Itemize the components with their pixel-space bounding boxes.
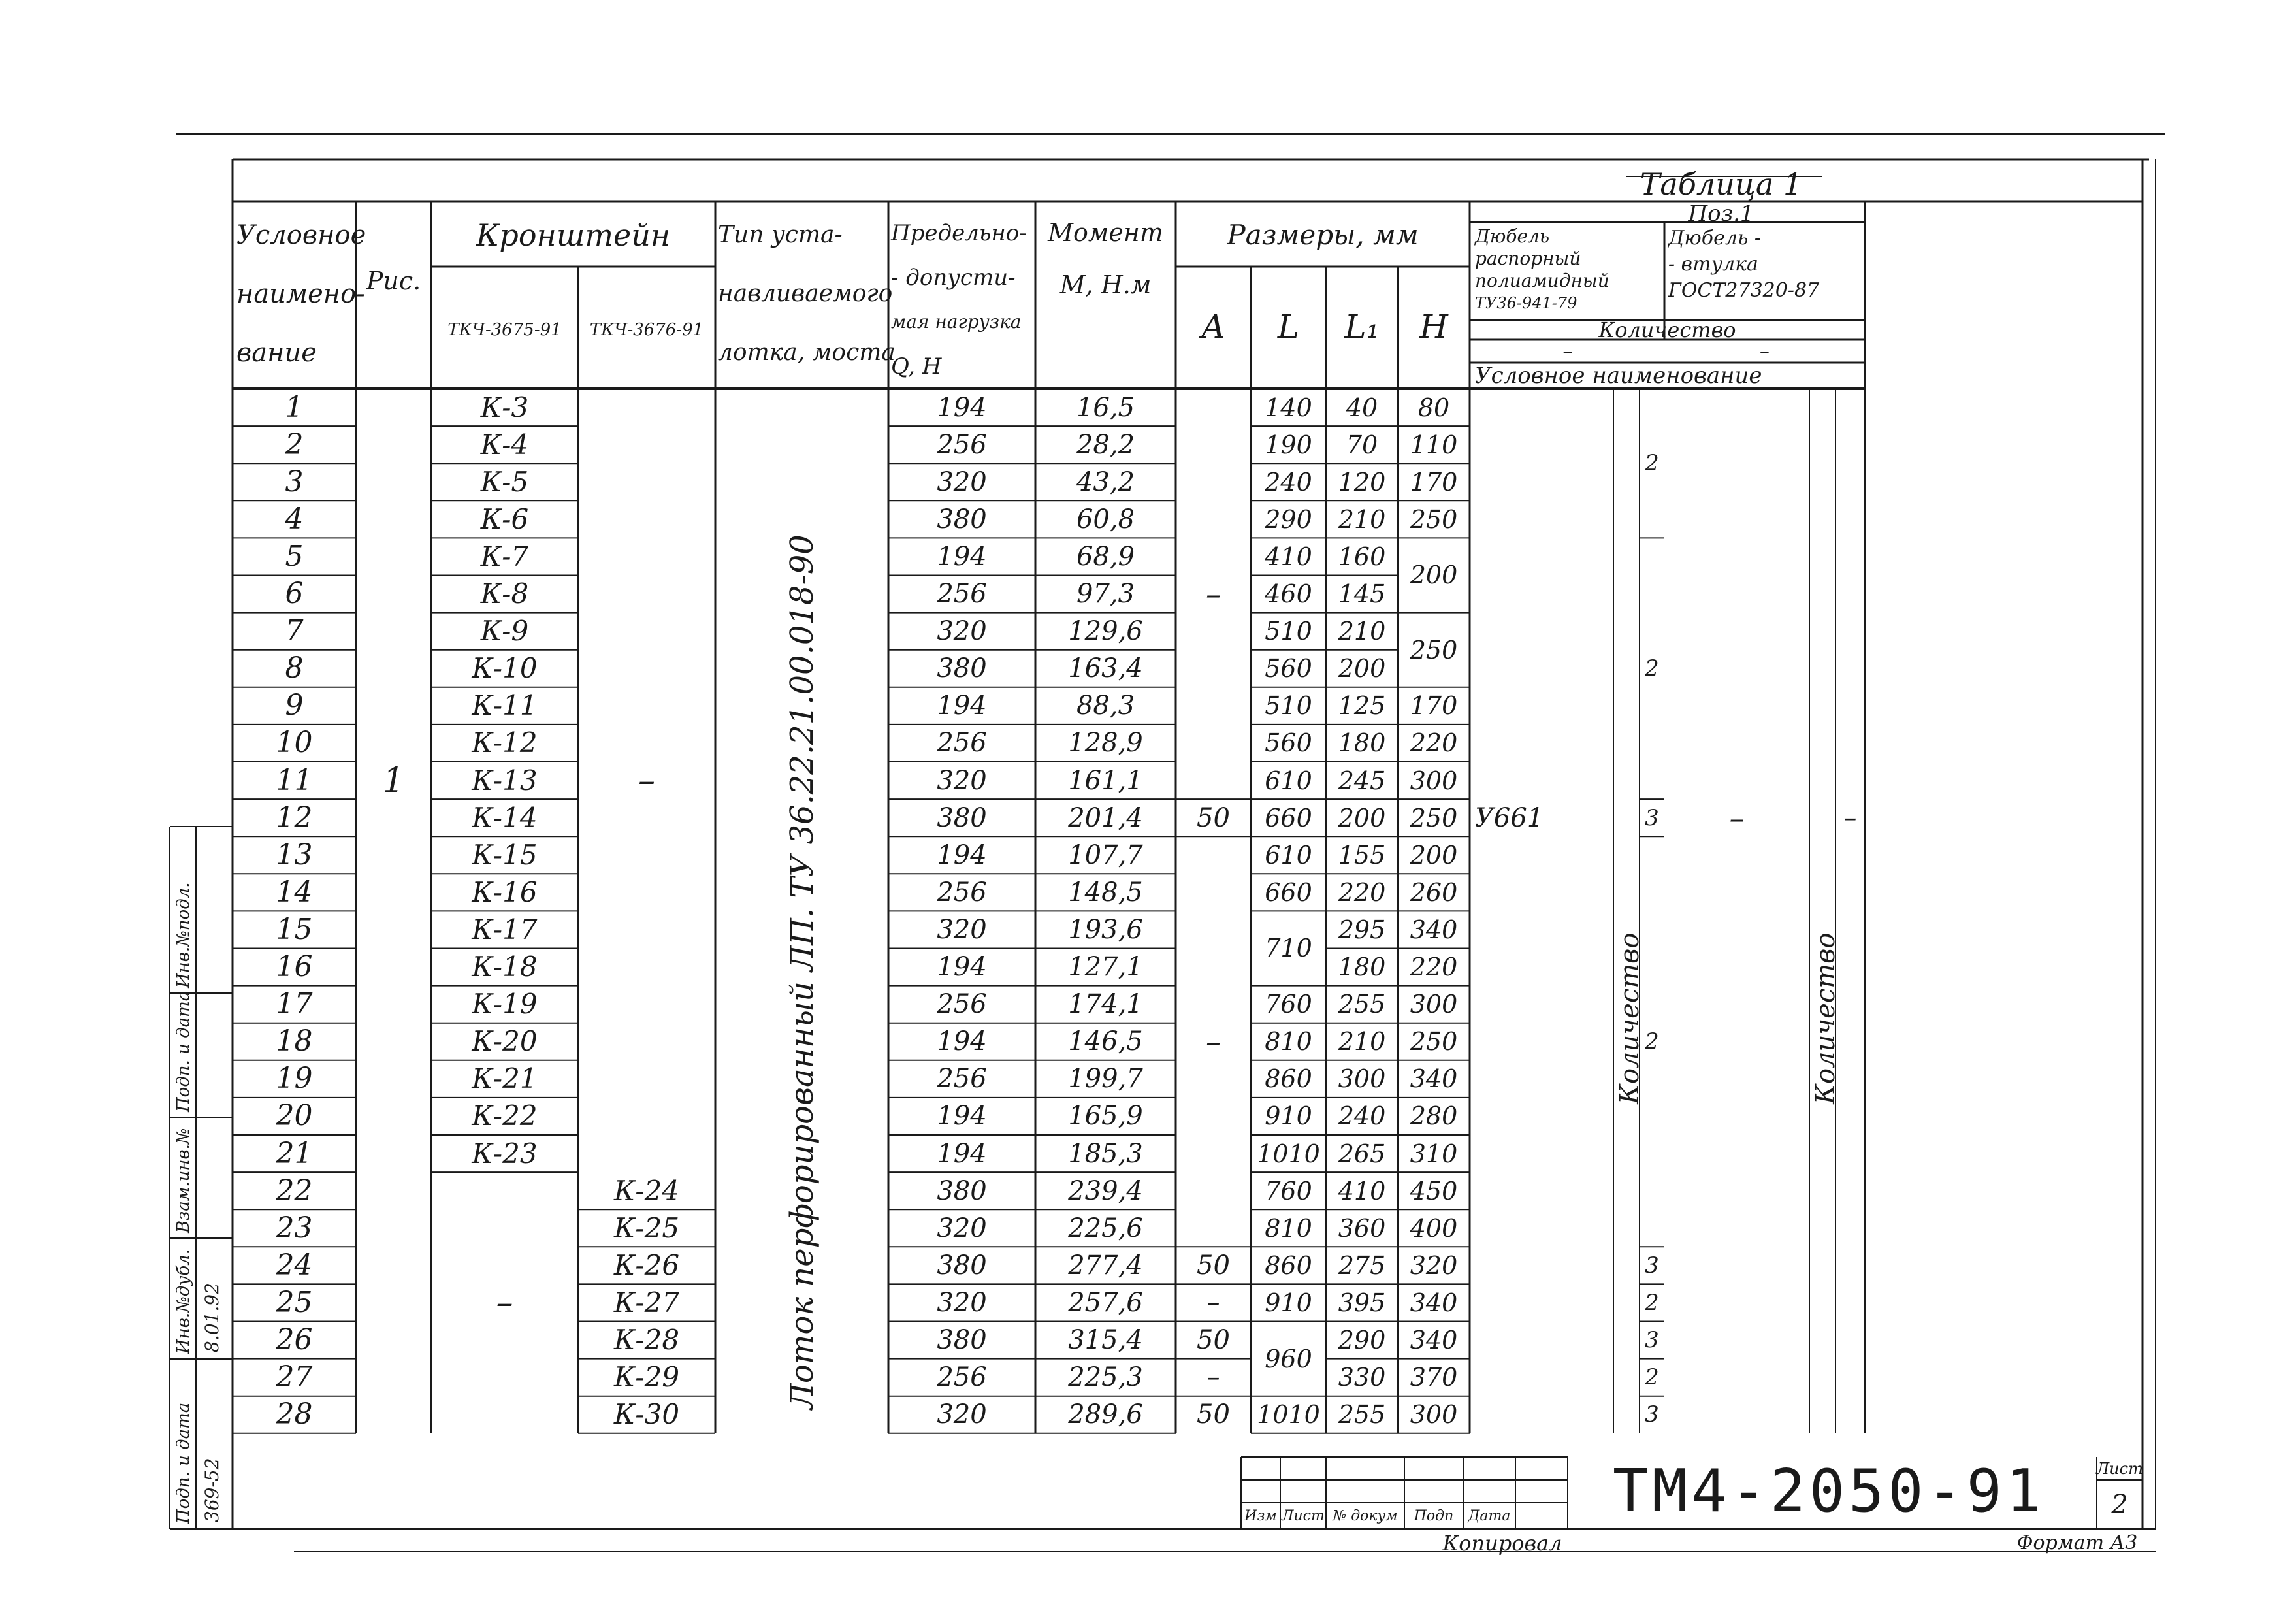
row-number: 27 bbox=[276, 1360, 313, 1394]
size-L1: 330 bbox=[1338, 1363, 1386, 1392]
size-L: 910 bbox=[1265, 1102, 1312, 1131]
header-dowel1: полиамидный bbox=[1475, 270, 1609, 291]
row-number: 3 bbox=[285, 465, 304, 499]
load-value: 320 bbox=[937, 914, 987, 945]
sheet-number: 2 bbox=[2111, 1490, 2128, 1520]
size-L: 1010 bbox=[1257, 1139, 1320, 1168]
size-L-merged: 960 bbox=[1265, 1344, 1312, 1373]
load-value: 194 bbox=[937, 1101, 987, 1132]
header-bracket-a: ТКЧ-3675-91 bbox=[447, 320, 562, 340]
header-dowel1: распорный bbox=[1475, 248, 1581, 269]
header-dowel1: ТУ36-941-79 bbox=[1475, 294, 1577, 312]
row-number: 10 bbox=[276, 726, 313, 760]
size-L: 290 bbox=[1265, 504, 1312, 534]
dowel2-dash: – bbox=[1729, 800, 1745, 836]
stamp-date-value: 8.01.92 bbox=[201, 1283, 223, 1352]
bracket-code: К-20 bbox=[472, 1025, 538, 1058]
size-L1: 300 bbox=[1338, 1064, 1386, 1094]
stamp-inv-value: 369-52 bbox=[201, 1458, 223, 1522]
header-fig: Рис. bbox=[366, 267, 421, 295]
bracket-code: К-19 bbox=[472, 988, 538, 1021]
stamp-label: Подп. и дата bbox=[174, 1402, 193, 1524]
header-dash: – bbox=[1562, 339, 1573, 363]
size-L1: 295 bbox=[1338, 915, 1386, 944]
size-L1: 200 bbox=[1338, 803, 1386, 832]
row-number: 15 bbox=[276, 912, 313, 946]
size-L: 760 bbox=[1265, 1176, 1312, 1205]
bracket-code: К-29 bbox=[613, 1361, 680, 1394]
size-L1: 220 bbox=[1338, 877, 1386, 907]
qty-value: 2 bbox=[1645, 1028, 1659, 1055]
bracket-a-dash: – bbox=[496, 1283, 513, 1322]
size-H: 340 bbox=[1410, 1288, 1458, 1317]
fig-value: 1 bbox=[382, 761, 405, 800]
size-H: 400 bbox=[1410, 1213, 1458, 1243]
size-A: 50 bbox=[1197, 1399, 1230, 1430]
bracket-code: К-17 bbox=[472, 913, 538, 945]
row-number: 23 bbox=[276, 1211, 313, 1245]
bracket-code: К-28 bbox=[613, 1324, 680, 1356]
qty-value: 2 bbox=[1645, 450, 1659, 477]
row-number: 8 bbox=[285, 651, 304, 685]
size-H: 170 bbox=[1410, 467, 1458, 497]
header-name: наимено- bbox=[236, 279, 365, 309]
load-value: 194 bbox=[937, 541, 987, 572]
load-value: 194 bbox=[937, 1026, 987, 1057]
size-H: 310 bbox=[1410, 1139, 1458, 1168]
bracket-code: К-24 bbox=[613, 1174, 680, 1207]
size-L1: 410 bbox=[1338, 1176, 1386, 1205]
size-H-merged: 250 bbox=[1410, 635, 1458, 664]
moment-value: 201,4 bbox=[1068, 802, 1143, 833]
header-dowel2: ГОСТ27320-87 bbox=[1668, 279, 1820, 302]
load-value: 256 bbox=[937, 1064, 987, 1094]
size-L1: 210 bbox=[1338, 617, 1386, 646]
size-H-merged: 200 bbox=[1410, 561, 1458, 590]
moment-value: 129,6 bbox=[1068, 616, 1143, 647]
size-H: 320 bbox=[1410, 1251, 1458, 1280]
bracket-code: К-23 bbox=[472, 1137, 538, 1170]
size-L-merged: 710 bbox=[1265, 934, 1312, 963]
moment-value: 146,5 bbox=[1068, 1026, 1143, 1057]
bracket-code: К-27 bbox=[613, 1286, 680, 1318]
size-L1: 210 bbox=[1338, 504, 1386, 534]
size-H: 200 bbox=[1410, 840, 1458, 870]
moment-value: 225,3 bbox=[1068, 1362, 1143, 1393]
type-vertical-text: Лоток перфорированный ЛП. ТУ 36.22.21.00.018-90 bbox=[784, 534, 820, 1409]
header-moment: Момент bbox=[1048, 218, 1163, 247]
row-number: 11 bbox=[276, 763, 313, 797]
header-name: вание bbox=[236, 338, 317, 368]
load-value: 380 bbox=[937, 1175, 987, 1206]
size-L: 860 bbox=[1265, 1064, 1312, 1094]
bracket-code: К-18 bbox=[472, 951, 538, 983]
row-number: 28 bbox=[276, 1398, 313, 1432]
size-L: 460 bbox=[1265, 580, 1312, 609]
moment-value: 185,3 bbox=[1068, 1138, 1143, 1169]
header-size-col: H bbox=[1419, 308, 1448, 346]
size-A: 50 bbox=[1197, 1250, 1230, 1281]
row-number: 19 bbox=[276, 1062, 313, 1096]
load-value: 320 bbox=[937, 1213, 987, 1243]
size-L: 240 bbox=[1265, 467, 1312, 497]
size-L: 860 bbox=[1265, 1251, 1312, 1280]
header-sizes: Размеры, мм bbox=[1227, 219, 1419, 251]
moment-value: 128,9 bbox=[1068, 728, 1143, 759]
bracket-code: К-10 bbox=[472, 652, 538, 685]
moment-value: 239,4 bbox=[1068, 1175, 1143, 1206]
moment-value: 193,6 bbox=[1068, 914, 1143, 945]
tb-col-label: Лист bbox=[1282, 1508, 1325, 1524]
moment-value: 88,3 bbox=[1076, 691, 1135, 721]
qty-vertical: Количество bbox=[1615, 932, 1645, 1104]
header-bracket-b: ТКЧ-3676-91 bbox=[589, 320, 704, 340]
tb-col-label: № докум bbox=[1333, 1508, 1398, 1524]
header-load: Q, Н bbox=[891, 353, 942, 380]
bracket-code: К-4 bbox=[480, 428, 529, 461]
header-type: Тип уста- bbox=[718, 221, 843, 248]
moment-value: 107,7 bbox=[1068, 840, 1143, 870]
table-title: Таблица 1 bbox=[1640, 167, 1803, 202]
row-number: 13 bbox=[276, 838, 313, 872]
bracket-code: К-13 bbox=[472, 764, 538, 796]
qty-value: 2 bbox=[1645, 1364, 1659, 1391]
row-number: 25 bbox=[276, 1285, 313, 1319]
size-A: – bbox=[1206, 1287, 1220, 1318]
bracket-code: К-8 bbox=[480, 578, 529, 610]
row-number: 12 bbox=[276, 800, 313, 834]
size-L1: 180 bbox=[1338, 953, 1386, 982]
size-L: 560 bbox=[1265, 654, 1312, 683]
size-L1: 155 bbox=[1338, 840, 1386, 870]
size-H: 170 bbox=[1410, 691, 1458, 721]
load-value: 194 bbox=[937, 840, 987, 870]
size-A: – bbox=[1206, 1362, 1220, 1393]
size-L: 660 bbox=[1265, 803, 1312, 832]
bracket-code: К-5 bbox=[480, 465, 529, 498]
bracket-code: К-25 bbox=[613, 1211, 680, 1244]
size-L1: 245 bbox=[1338, 766, 1386, 795]
load-value: 194 bbox=[937, 1138, 987, 1169]
stamp-label: Инв.№подл. bbox=[174, 882, 193, 988]
size-L: 510 bbox=[1265, 691, 1312, 721]
size-L: 140 bbox=[1265, 393, 1312, 422]
load-value: 256 bbox=[937, 877, 987, 908]
size-L: 410 bbox=[1265, 542, 1312, 571]
row-number: 24 bbox=[276, 1248, 313, 1282]
qty-value: 3 bbox=[1645, 1327, 1659, 1354]
size-L1: 180 bbox=[1338, 728, 1386, 758]
size-H: 220 bbox=[1410, 728, 1458, 758]
load-value: 380 bbox=[937, 1325, 987, 1356]
size-H: 250 bbox=[1410, 803, 1458, 832]
load-value: 380 bbox=[937, 802, 987, 833]
qty-value: 2 bbox=[1645, 1289, 1659, 1316]
size-H: 340 bbox=[1410, 1326, 1458, 1355]
tb-col-label: Изм bbox=[1244, 1508, 1277, 1524]
bracket-code: К-16 bbox=[472, 876, 538, 908]
size-L1: 255 bbox=[1338, 990, 1386, 1019]
size-H: 260 bbox=[1410, 877, 1458, 907]
moment-value: 16,5 bbox=[1076, 392, 1135, 423]
size-H: 250 bbox=[1410, 504, 1458, 534]
moment-value: 225,6 bbox=[1068, 1213, 1143, 1243]
size-L1: 160 bbox=[1338, 542, 1386, 571]
size-L1: 395 bbox=[1338, 1288, 1386, 1317]
header-type: навливаемого bbox=[718, 280, 893, 307]
moment-value: 60,8 bbox=[1076, 504, 1135, 534]
header-load: Предельно- bbox=[891, 220, 1027, 246]
bracket-code: К-22 bbox=[472, 1100, 538, 1132]
row-number: 20 bbox=[276, 1099, 313, 1133]
header-name: Условное bbox=[236, 220, 366, 250]
row-number: 4 bbox=[285, 502, 304, 536]
size-H: 450 bbox=[1410, 1176, 1458, 1205]
size-H: 250 bbox=[1410, 1027, 1458, 1056]
size-L1: 40 bbox=[1346, 393, 1378, 422]
header-qty: Количество bbox=[1598, 318, 1736, 342]
qty-value: 2 bbox=[1645, 655, 1659, 682]
tb-col-label: Подп bbox=[1414, 1508, 1454, 1524]
bracket-code: К-30 bbox=[613, 1398, 680, 1431]
header-size-col: L bbox=[1277, 308, 1300, 346]
stamp-label: Взам.инв.№ bbox=[174, 1128, 193, 1233]
load-value: 380 bbox=[937, 653, 987, 684]
header-cond-name: Условное наименование bbox=[1475, 363, 1762, 389]
row-number: 26 bbox=[276, 1323, 313, 1357]
header-load: - допусти- bbox=[891, 265, 1016, 291]
moment-value: 165,9 bbox=[1068, 1101, 1143, 1132]
size-L: 1010 bbox=[1257, 1400, 1320, 1430]
sheet-label: Лист bbox=[2096, 1460, 2143, 1478]
row-number: 17 bbox=[276, 987, 313, 1021]
bracket-code: К-7 bbox=[480, 540, 529, 572]
header-dash: – bbox=[1760, 339, 1770, 363]
size-L1: 240 bbox=[1338, 1102, 1386, 1131]
stamp-label: Инв.№дубл. bbox=[174, 1249, 193, 1354]
size-L1: 145 bbox=[1338, 580, 1386, 609]
size-L: 510 bbox=[1265, 617, 1312, 646]
row-number: 7 bbox=[285, 614, 304, 648]
size-L1: 265 bbox=[1338, 1139, 1386, 1168]
header-load: мая нагрузка bbox=[891, 311, 1022, 333]
load-value: 194 bbox=[937, 392, 987, 423]
bracket-code: К-12 bbox=[472, 727, 538, 759]
pos-label: Поз.1 bbox=[1688, 201, 1754, 227]
load-value: 380 bbox=[937, 504, 987, 534]
size-H: 280 bbox=[1410, 1102, 1458, 1131]
doc-number: ТМ4-2050-91 bbox=[1612, 1456, 2046, 1526]
moment-value: 161,1 bbox=[1068, 765, 1143, 796]
header-size-col: L₁ bbox=[1344, 308, 1380, 346]
size-L1: 200 bbox=[1338, 654, 1386, 683]
moment-value: 277,4 bbox=[1068, 1250, 1143, 1281]
dowel-name: У661 bbox=[1475, 802, 1544, 833]
size-L: 610 bbox=[1265, 766, 1312, 795]
bracket-code: К-6 bbox=[480, 502, 529, 535]
bracket-code: К-11 bbox=[472, 689, 538, 722]
moment-value: 163,4 bbox=[1068, 653, 1143, 684]
bracket-code: К-14 bbox=[472, 801, 538, 834]
size-L: 660 bbox=[1265, 877, 1312, 907]
load-value: 256 bbox=[937, 728, 987, 759]
header-dowel1: Дюбель bbox=[1475, 225, 1550, 247]
load-value: 380 bbox=[937, 1250, 987, 1281]
size-A: 50 bbox=[1197, 802, 1230, 833]
bracket-code: К-3 bbox=[480, 391, 529, 423]
size-L1: 125 bbox=[1338, 691, 1386, 721]
header-bracket: Кронштейн bbox=[476, 218, 671, 253]
load-value: 320 bbox=[937, 466, 987, 497]
row-number: 14 bbox=[276, 875, 313, 909]
bracket-b-dash: – bbox=[638, 761, 655, 800]
header-dowel2: - втулка bbox=[1668, 253, 1758, 276]
size-L1: 120 bbox=[1338, 467, 1386, 497]
row-number: 5 bbox=[285, 539, 304, 573]
size-H: 80 bbox=[1417, 393, 1450, 422]
moment-value: 315,4 bbox=[1068, 1325, 1143, 1356]
moment-value: 127,1 bbox=[1068, 952, 1143, 983]
size-H: 370 bbox=[1410, 1363, 1458, 1392]
qty-vertical: Количество bbox=[1811, 932, 1841, 1104]
bracket-code: К-26 bbox=[613, 1249, 680, 1281]
size-L: 760 bbox=[1265, 990, 1312, 1019]
moment-value: 68,9 bbox=[1076, 541, 1135, 572]
header-size-col: A bbox=[1201, 308, 1225, 346]
bracket-code: К-9 bbox=[480, 615, 529, 647]
size-L: 560 bbox=[1265, 728, 1312, 758]
qty-value: 3 bbox=[1645, 804, 1659, 831]
moment-value: 28,2 bbox=[1076, 429, 1135, 460]
row-number: 2 bbox=[285, 427, 304, 461]
size-L1: 210 bbox=[1338, 1027, 1386, 1056]
size-L: 190 bbox=[1265, 430, 1312, 459]
load-value: 256 bbox=[937, 579, 987, 610]
size-H: 340 bbox=[1410, 1064, 1458, 1094]
moment-value: 43,2 bbox=[1076, 466, 1135, 497]
bracket-code: К-15 bbox=[472, 838, 538, 871]
size-L: 810 bbox=[1265, 1213, 1312, 1243]
load-value: 320 bbox=[937, 1287, 987, 1318]
size-L: 810 bbox=[1265, 1027, 1312, 1056]
size-A: – bbox=[1206, 1024, 1221, 1060]
qty-value: 3 bbox=[1645, 1252, 1659, 1279]
row-number: 1 bbox=[285, 390, 304, 424]
size-L1: 360 bbox=[1338, 1213, 1386, 1243]
size-H: 300 bbox=[1410, 1400, 1458, 1430]
tb-col-label: Дата bbox=[1468, 1508, 1511, 1524]
load-value: 194 bbox=[937, 952, 987, 983]
size-H: 300 bbox=[1410, 766, 1458, 795]
size-H: 110 bbox=[1410, 430, 1458, 459]
size-A: – bbox=[1206, 576, 1221, 612]
load-value: 256 bbox=[937, 989, 987, 1020]
format-label: Формат А3 bbox=[2016, 1531, 2138, 1554]
load-value: 320 bbox=[937, 1399, 987, 1430]
size-A: 50 bbox=[1197, 1325, 1230, 1356]
load-value: 256 bbox=[937, 1362, 987, 1393]
size-H: 340 bbox=[1410, 915, 1458, 944]
row-number: 21 bbox=[276, 1136, 313, 1170]
load-value: 320 bbox=[937, 616, 987, 647]
moment-value: 289,6 bbox=[1068, 1399, 1143, 1430]
moment-value: 199,7 bbox=[1068, 1064, 1143, 1094]
size-L1: 70 bbox=[1346, 430, 1378, 459]
row-number: 16 bbox=[276, 950, 313, 984]
size-L1: 255 bbox=[1338, 1400, 1386, 1430]
qty-value: 3 bbox=[1645, 1401, 1659, 1428]
bracket-code: К-21 bbox=[472, 1062, 538, 1095]
row-number: 22 bbox=[276, 1173, 313, 1207]
size-L: 910 bbox=[1265, 1288, 1312, 1317]
load-value: 256 bbox=[937, 429, 987, 460]
size-L1: 290 bbox=[1338, 1326, 1386, 1355]
size-L: 610 bbox=[1265, 840, 1312, 870]
row-number: 6 bbox=[285, 577, 304, 611]
header-moment: М, Н.м bbox=[1059, 270, 1152, 299]
moment-value: 148,5 bbox=[1068, 877, 1143, 908]
moment-value: 174,1 bbox=[1068, 989, 1143, 1020]
load-value: 194 bbox=[937, 691, 987, 721]
moment-value: 97,3 bbox=[1076, 579, 1135, 610]
size-L1: 275 bbox=[1338, 1251, 1386, 1280]
stamp-label: Подп. и дата bbox=[174, 990, 193, 1112]
size-H: 220 bbox=[1410, 953, 1458, 982]
dowel2-dash: – bbox=[1843, 802, 1857, 833]
moment-value: 257,6 bbox=[1068, 1287, 1143, 1318]
row-number: 9 bbox=[285, 689, 304, 723]
header-dowel2: Дюбель - bbox=[1668, 227, 1761, 250]
load-value: 320 bbox=[937, 765, 987, 796]
copied-label: Копировал bbox=[1442, 1531, 1562, 1556]
row-number: 18 bbox=[276, 1024, 313, 1058]
header-type: лотка, моста bbox=[718, 339, 896, 366]
size-H: 300 bbox=[1410, 990, 1458, 1019]
